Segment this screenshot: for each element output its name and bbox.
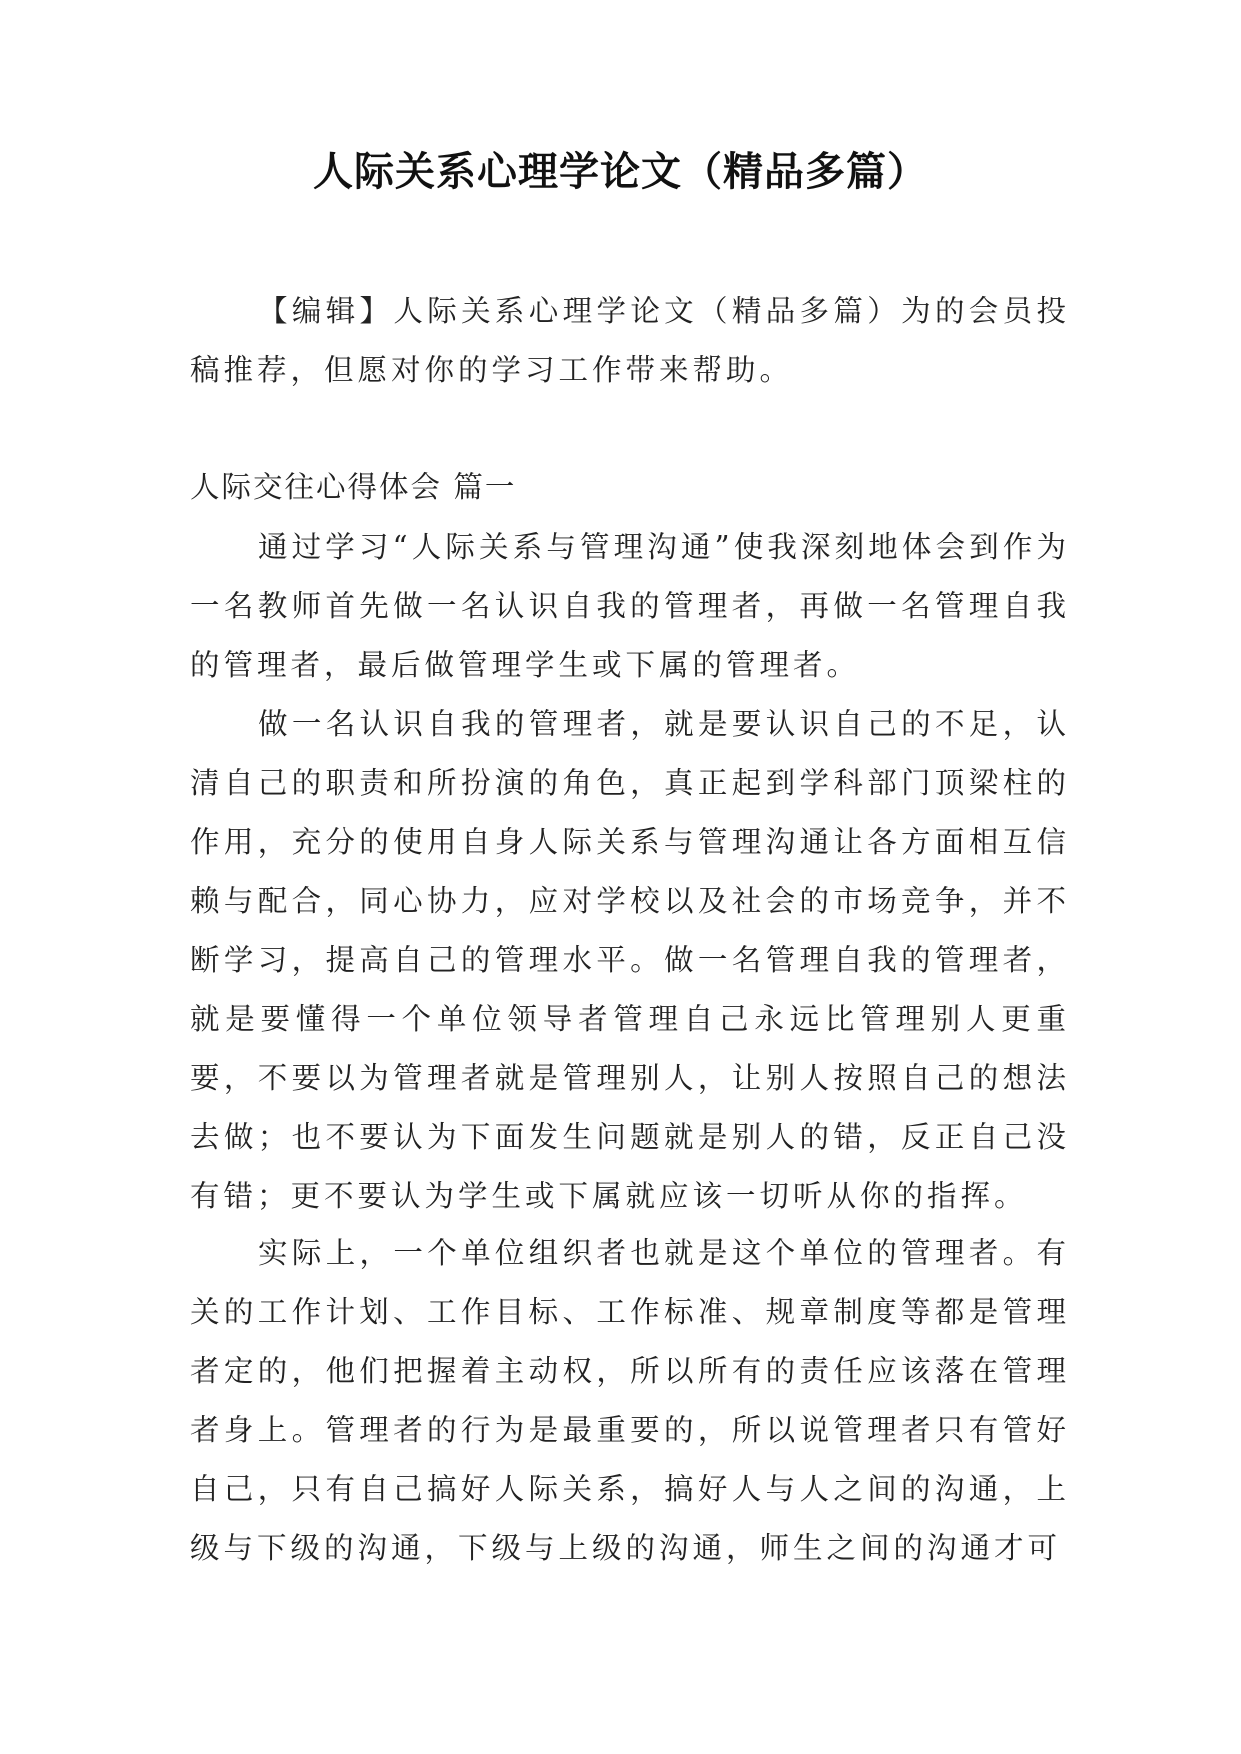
body-paragraph: 做一名认识自我的管理者，就是要认识自己的不足，认清自己的职责和所扮演的角色，真正起到学科部门顶梁柱的作用，充分的使用自身人际关系与管理沟通让各方面相互信赖与配合，同心协力，应对学校以及社会的市场竞争，并不断学习，提高自己的管理水平。做一名管理自我的管理者，就是要懂得一个单位领导者管理自己永远比管理别人更重要，不要以为管理者就是管理别人，让别人按照自己的想法去做；也不要认为下面发生问题就是别人的错，反正自己没有错；更不要认为学生或下属就应该一切听从你的指挥。 [190, 707, 1070, 1213]
editor-note: 【编辑】人际关系心理学论文（精品多篇）为的会员投稿推荐，但愿对你的学习工作带来帮助。 [190, 294, 1070, 387]
body-paragraph: 实际上，一个单位组织者也就是这个单位的管理者。有关的工作计划、工作目标、工作标准、规章制度等都是管理者定的，他们把握着主动权，所以所有的责任应该落在管理者身上。管理者的行为是最重要的，所以说管理者只有管好自己，只有自己搞好人际关系，搞好人与人之间的沟通，上级与下级的沟通，下级与上级的沟通，师生之间的沟通才可 [190, 1236, 1070, 1565]
document-title: 人际关系心理学论文（精品多篇） [313, 148, 928, 195]
section-heading: 人际交往心得体会 篇一 [190, 470, 517, 504]
body-paragraph: 通过学习“人际关系与管理沟通”使我深刻地体会到作为一名教师首先做一名认识自我的管理者，再做一名管理自我的管理者，最后做管理学生或下属的管理者。 [190, 530, 1070, 682]
